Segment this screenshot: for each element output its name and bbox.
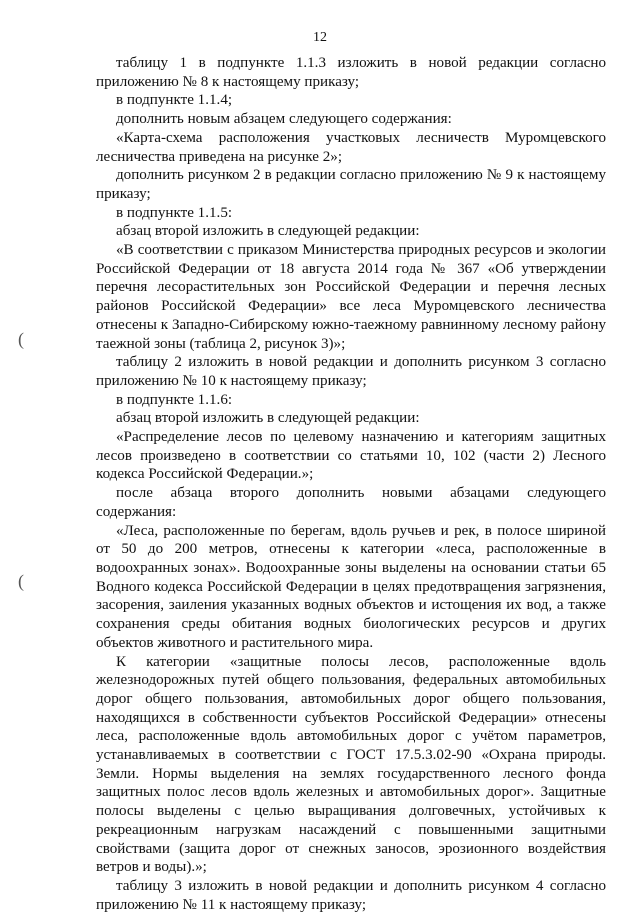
paragraph: после абзаца второго дополнить новыми абзацами следующего содержания: bbox=[96, 485, 606, 520]
paragraph: таблицу 2 изложить в новой редакции и дополнить рисунком 3 согласно приложению № 10 к настоящему приказу; bbox=[96, 354, 606, 389]
paragraph: в подпункте 1.1.6: bbox=[116, 391, 233, 408]
paragraph: абзац второй изложить в следующей редакции: bbox=[116, 223, 420, 240]
paragraph: К категории «защитные полосы лесов, расположенные вдоль железнодорожных путей общего пользования, федеральных автомобильных дорог общего пользования, автомобильных дорог общего пользования, находящихся в собственности субъектов Российской Федерации» отнесены леса, расположенные вдоль автомобильных дорог с учётом параметров, устанавливаемых в соответствии с ГОСТ 17.5.3.02-90 «Охрана природы. Земли. Нормы выделения на землях государственного лесного фонда защитных полос лесов вдоль железных и автомобильных дорог». Защитные полосы выделены с целью выращивания долговечных, устойчивых к рекреационным нагрузкам насаждений с повышенными защитными свойствами (защита дорог от снежных заносов, эрозионного воздействия ветров и воды).»; bbox=[96, 653, 606, 876]
paragraph: абзац второй изложить в следующей редакции: bbox=[116, 410, 420, 427]
page-number: 12 bbox=[313, 30, 327, 45]
paragraph: «Леса, расположенные по берегам, вдоль ручьев и рек, в полосе шириной от 50 до 200 метров, отнесены к категории «леса, расположенные в водоохранных зонах». Водоохранные зоны выделены на основании статьи 65 Водного кодекса Российской Федерации в целях предотвращения загрязнения, засорения, заиления указанных водных объектов и истощения их вод, а также сохранения среды обитания водных биологических ресурсов и других объектов животного и растительного мира. bbox=[96, 522, 606, 651]
margin-mark: ( bbox=[18, 329, 24, 349]
paragraph: «Карта-схема расположения участковых лесничеств Муромцевского лесничества приведена на рисунке 2»; bbox=[96, 129, 606, 165]
paragraph: в подпункте 1.1.4; bbox=[116, 92, 233, 109]
paragraph: таблицу 1 в подпункте 1.1.3 изложить в новой редакции согласно приложению № 8 к настоящему приказу; bbox=[96, 55, 606, 90]
paragraph: «В соответствии с приказом Министерства природных ресурсов и экологии Российской Федерации от 18 августа 2014 года № 367 «Об утверждении перечня лесорастительных зон Российской Федерации и перечня лесных районов Российской Федерации» все леса Муромцевского лесничества отнесены к Западно-Сибирскому южно-таежному равнинному лесному району таежной зоны (таблица 2, рисунок 3)»; bbox=[96, 242, 606, 352]
margin-mark: ( bbox=[18, 571, 24, 591]
paragraph: таблицу 3 изложить в новой редакции и дополнить рисунком 4 согласно приложению № 11 к настоящему приказу; bbox=[96, 877, 606, 913]
paragraph: дополнить рисунком 2 в редакции согласно приложению № 9 к настоящему приказу; bbox=[96, 167, 606, 202]
paragraph: «Распределение лесов по целевому назначению и категориям защитных лесов произведено в соответствии со статьями 10, 102 (части 2) Лесного кодекса Российской Федерации.»; bbox=[96, 429, 606, 483]
document-body bbox=[96, 54, 606, 914]
paragraph: в подпункте 1.1.5: bbox=[116, 204, 233, 221]
paragraph: дополнить новым абзацем следующего содержания: bbox=[116, 111, 452, 128]
